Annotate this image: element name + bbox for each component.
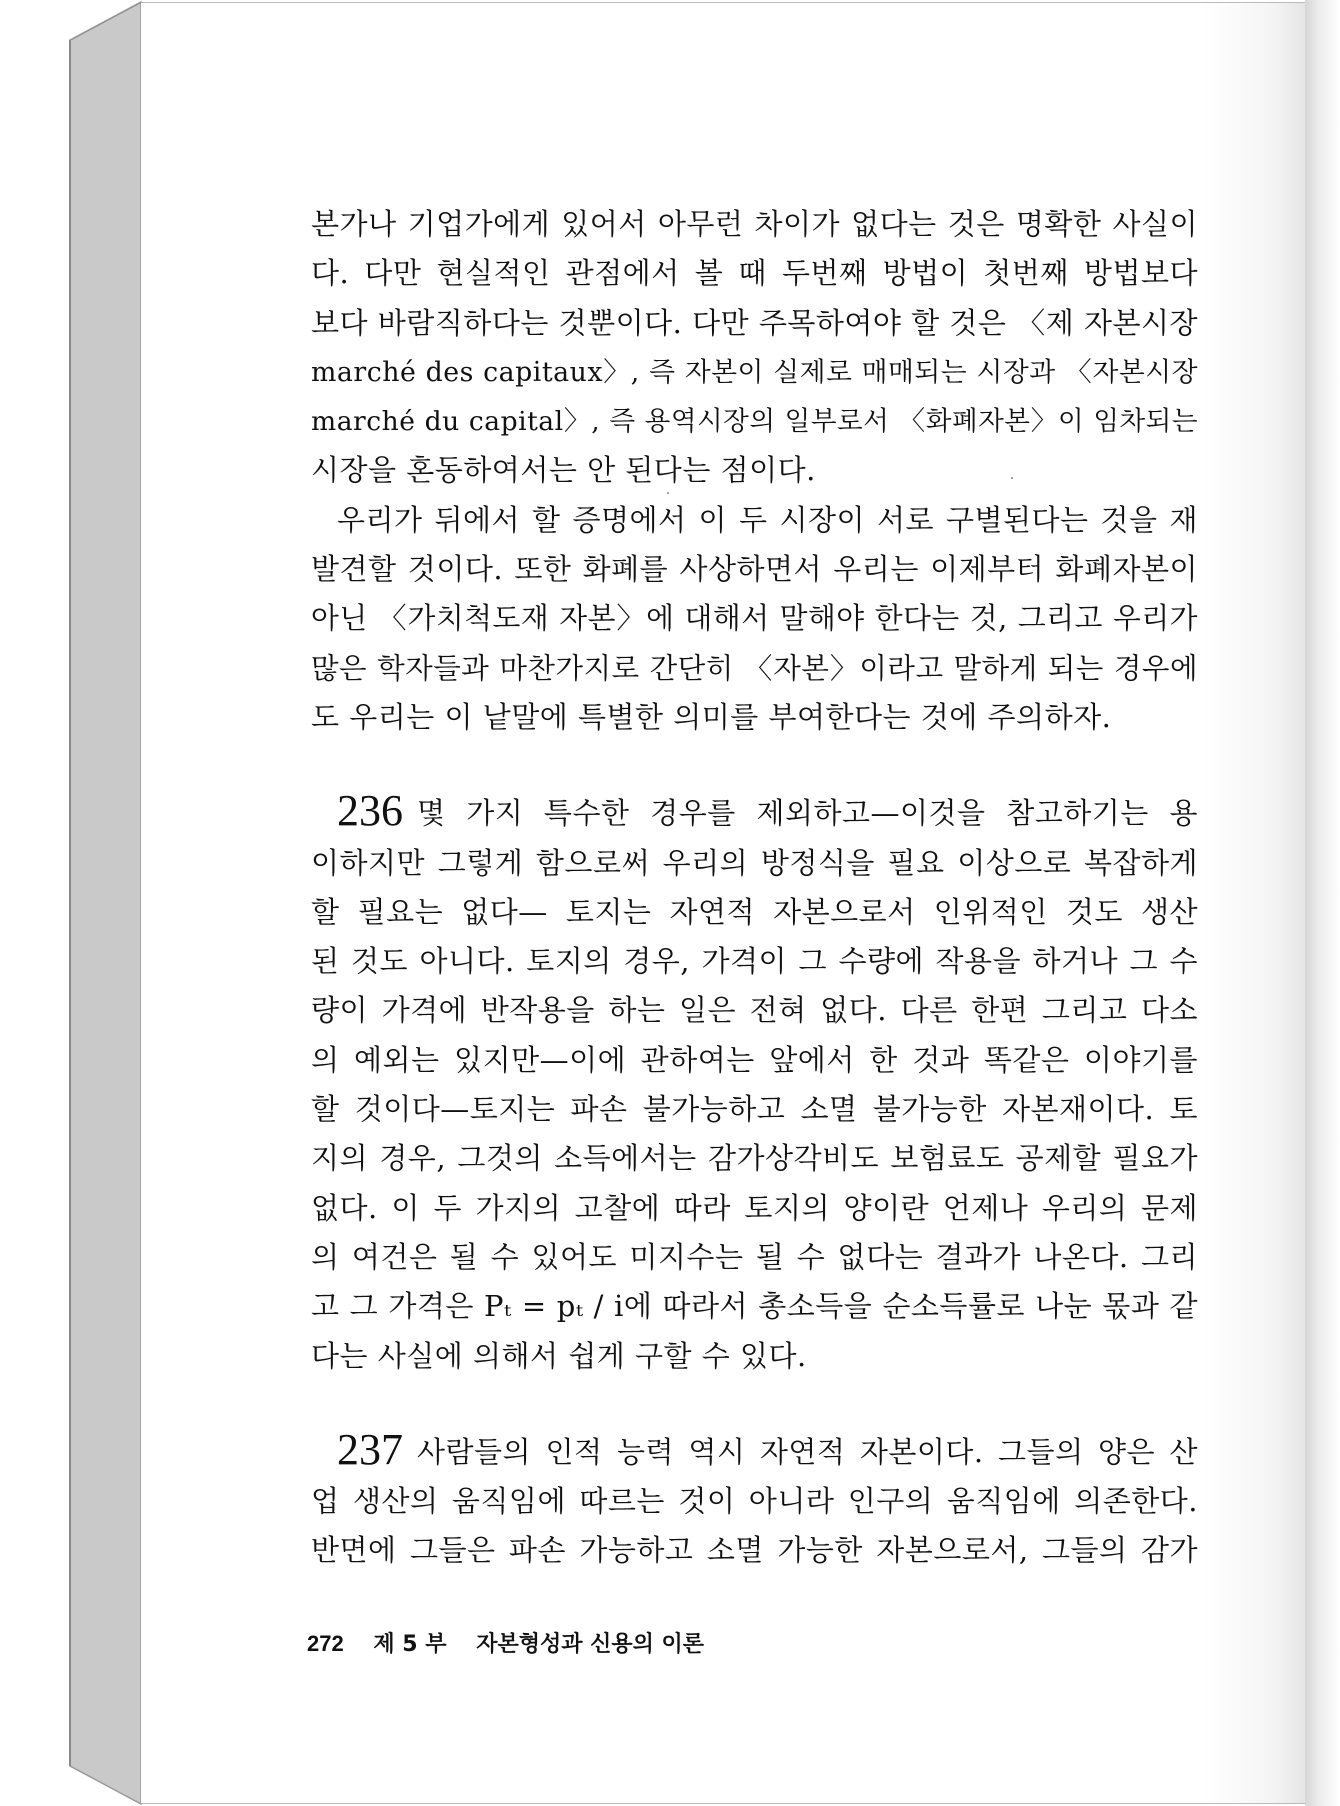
section-237 [311, 1425, 1198, 1576]
text-line-content: 사람들의 인적 능력 역시 자연적 자본이다. 그들의 양은 산 [417, 1434, 1198, 1469]
text-line-content: 몇 가지 특수한 경우를 제외하고—이것을 참고하기는 용 [417, 796, 1198, 831]
text-line: 의 여건은 될 수 있어도 미지수는 될 수 없다는 결과가 나온다. 그리 [311, 1239, 1198, 1274]
spine-face [70, 2, 141, 1804]
section-gap [311, 1381, 1198, 1425]
text-line: 이하지만 그렇게 함으로써 우리의 방정식을 필요 이상으로 복잡하게 [311, 845, 1198, 880]
text-line: 반면에 그들은 파손 가능하고 소멸 가능한 자본으로서, 그들의 감가 [311, 1533, 1198, 1568]
text-line: marché du capital〉, 즉 용역시장의 일부로서 〈화폐자본〉이 임차되는 [311, 406, 1198, 438]
scan-speck [667, 492, 669, 494]
text-line: 없다. 이 두 가지의 고찰에 따라 토지의 양이란 언제나 우리의 문제 [311, 1190, 1198, 1225]
text-line [311, 1425, 1198, 1477]
text-line: 고 그 가격은 Pₜ = pₜ / i에 따라서 총소득을 순소득률로 나눈 몫과 같 [311, 1289, 1198, 1324]
text-line: 아닌 〈가치척도재 자본〉에 대해서 말해야 한다는 것, 그리고 우리가 [311, 601, 1198, 636]
text-line: 본가나 기업가에게 있어서 아무런 차이가 없다는 것은 명확한 사실이 [311, 207, 1198, 241]
text-line: 의 예외는 있지만—이에 관하여는 앞에서 한 것과 똑같은 이야기를 [311, 1042, 1198, 1077]
text-line: marché des capitaux〉, 즉 자본이 실제로 매매되는 시장과 〈자본시장 [311, 356, 1198, 388]
text-line: 할 것이다—토지는 파손 불가능하고 소멸 불가능한 자본재이다. 토 [311, 1092, 1198, 1127]
part-title: 자본형성과 신용의 이론 [476, 1632, 705, 1657]
section-gap [311, 742, 1198, 786]
text-line: 많은 학자들과 마찬가지로 간단히 〈자본〉이라고 말하게 되는 경우에 [311, 651, 1198, 685]
section-236 [311, 786, 1198, 1381]
text-line: 보다 바람직하다는 것뿐이다. 다만 주목하여야 할 것은 〈제 자본시장 [311, 305, 1198, 340]
text-line: 된 것도 아니다. 토지의 경우, 가격이 그 수량에 작용을 하거나 그 수 [311, 944, 1198, 979]
text-line: 시장을 혼동하여서는 안 된다는 점이다. [311, 453, 816, 488]
text-line: 지의 경우, 그것의 소득에서는 감가상각비도 보험료도 공제할 필요가 [311, 1141, 1198, 1176]
text-line: 업 생산의 움직임에 따르는 것이 아니라 인구의 움직임에 의존한다. [311, 1484, 1198, 1519]
text-line: 우리가 뒤에서 할 증명에서 이 두 시장이 서로 구별된다는 것을 재 [337, 502, 1198, 537]
page-number: 272 [307, 1631, 344, 1656]
page-footer [307, 1627, 704, 1658]
text-line [311, 786, 1198, 838]
text-line: 발견할 것이다. 또한 화폐를 사상하면서 우리는 이제부터 화폐자본이 [311, 552, 1198, 587]
scan-speck [1011, 477, 1013, 479]
section-number: 236 [337, 786, 403, 836]
text-line: 량이 가격에 반작용을 하는 일은 전혀 없다. 다른 한편 그리고 다소 [311, 993, 1198, 1028]
paragraph-2 [311, 496, 1198, 742]
text-line: 다는 사실에 의해서 쉽게 구할 수 있다. [311, 1338, 807, 1373]
page-edge-shadow [1305, 0, 1340, 1806]
section-number: 237 [337, 1424, 403, 1474]
part-label: 제 5 부 [373, 1632, 447, 1657]
text-line: 할 필요는 없다— 토지는 자연적 자본으로서 인위적인 것도 생산 [311, 894, 1198, 929]
text-line: 도 우리는 이 낱말에 특별한 의미를 부여한다는 것에 주의하자. [311, 699, 1112, 734]
paragraph-1 [311, 200, 1198, 496]
page-body [311, 200, 1198, 1576]
text-line: 다. 다만 현실적인 관점에서 볼 때 두번째 방법이 첫번째 방법보다 [311, 256, 1198, 291]
